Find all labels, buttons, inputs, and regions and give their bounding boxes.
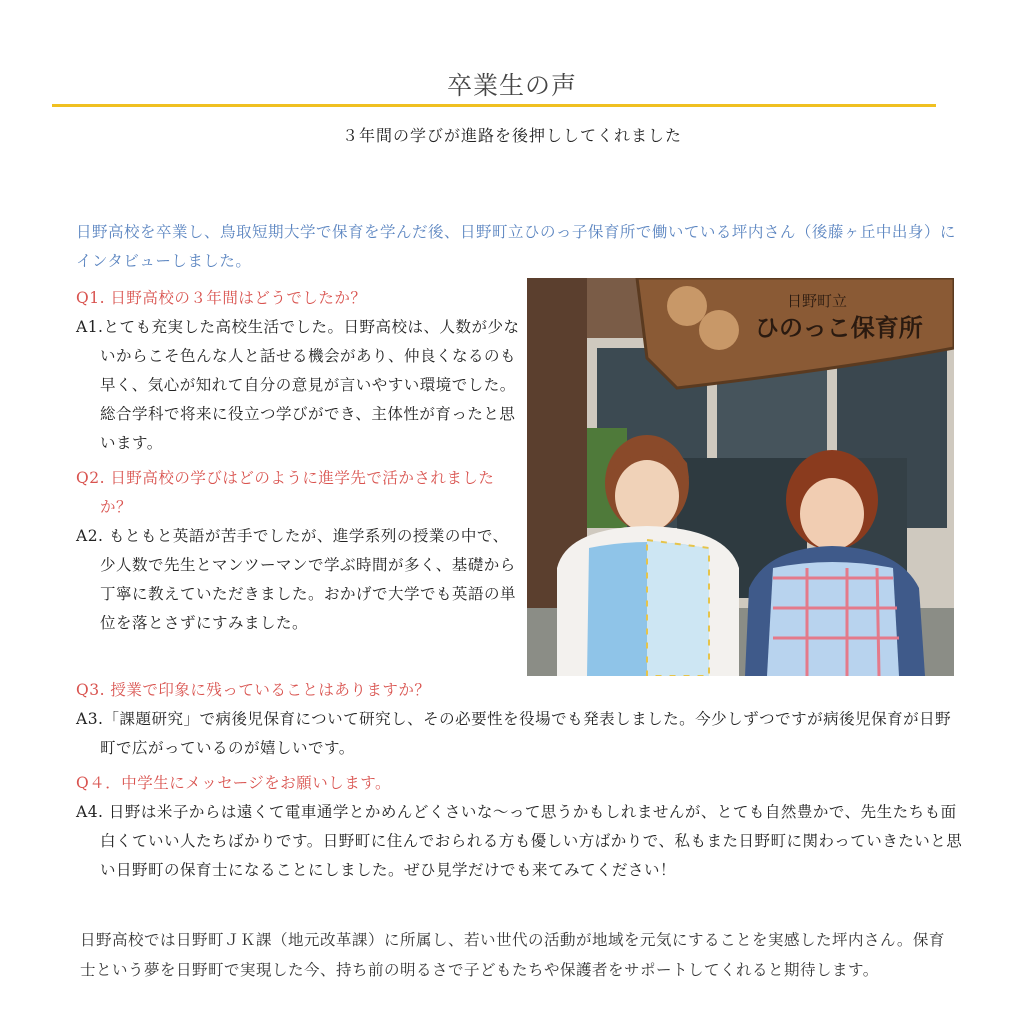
title-divider — [52, 104, 936, 107]
question-3: Q3. 授業で印象に残っていることはありますか？ — [76, 681, 431, 699]
sign-text-line2: ひのっこ保育所 — [755, 314, 923, 342]
page-subtitle: ３年間の学びが進路を後押ししてくれました — [341, 126, 682, 145]
sign-text-line1: 日野町立 — [787, 292, 848, 310]
intro-paragraph: 日野高校を卒業し、鳥取短期大学で保育を学んだ後、日野町立ひのっ子保育所で働いている坪内さん（後藤ヶ丘中出身）にインタビューしました。 — [76, 223, 956, 270]
answer-3: A3.「課題研究」で病後児保育について研究し、その必要性を役場でも発表しました。今少しずつですが病後児保育が日野町で広がっているのが嬉しいです。 — [76, 710, 952, 757]
qa-block-4 — [76, 769, 966, 885]
page-title: 卒業生の声 — [446, 71, 577, 100]
qa-block-3 — [76, 676, 966, 763]
question-2: Q2. 日野高校の学びはどのように進学先で活かされましたか？ — [76, 469, 495, 516]
question-1: Q1. 日野高校の３年間はどうでしたか？ — [76, 289, 367, 307]
qa-block-2 — [76, 464, 522, 638]
answer-2: A2. もともと英語が苦手でしたが、進学系列の授業の中で、少人数で先生とマンツーマンで学ぶ時間が多く、基礎から丁寧に教えていただきました。おかげで大学でも英語の単位を落とさずにすみました。 — [76, 527, 517, 632]
closing-paragraph: 日野高校では日野町ＪＫ課（地元改革課）に所属し、若い世代の活動が地域を元気にすることを実感した坪内さん。保育士という夢を日野町で実現した今、持ち前の明るさで子どもたちや保護者をサポートしてくれると期待します。 — [80, 931, 945, 979]
photo-illustration — [527, 278, 954, 676]
nursery-staff-photo — [527, 278, 954, 676]
qa-block-1 — [76, 284, 522, 458]
answer-1: A1.とても充実した高校生活でした。日野高校は、人数が少ないからこそ色んな人と話せる機会があり、仲良くなるのも早く、気心が知れて自分の意見が言いやすい環境でした。総合学科で将来に役立つ学びができ、主体性が育ったと思います。 — [76, 318, 520, 452]
answer-4: A4. 日野は米子からは遠くて電車通学とかめんどくさいな～って思うかもしれませんが、とても自然豊かで、先生たちも面白くていい人たちばかりです。日野町に住んでおられる方も優しい方ばかりで、私もまた日野町に関わっていきたいと思い日野町の保育士になることにしました。ぜひ見学だけでも来てみてください！ — [76, 803, 963, 879]
question-4: Q４．中学生にメッセージをお願いします。 — [76, 774, 392, 792]
